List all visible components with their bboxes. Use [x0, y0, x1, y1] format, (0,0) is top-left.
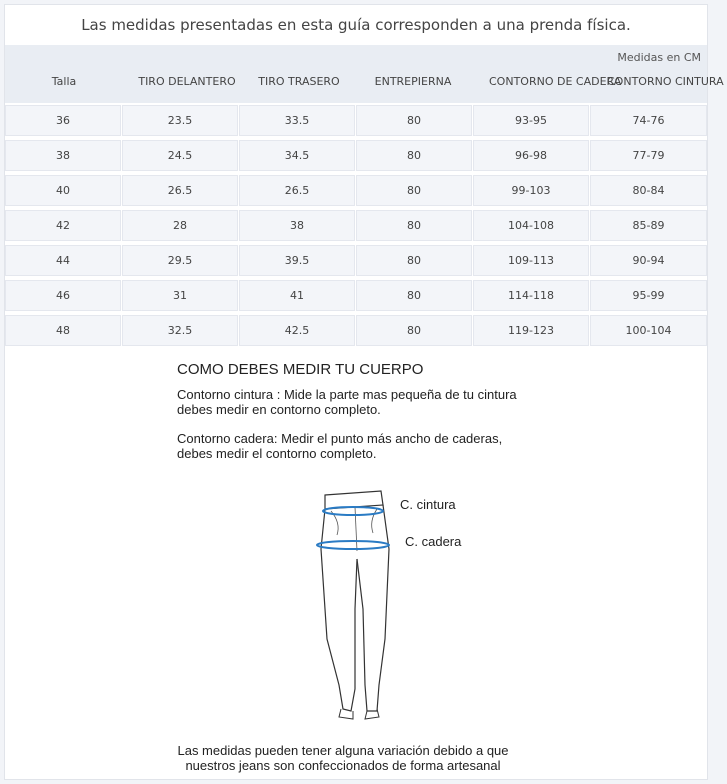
header-talla: Talla	[51, 75, 77, 88]
footer-line1: Las medidas pueden tener alguna variación debido a que	[177, 743, 509, 758]
waist-instructions	[177, 387, 557, 417]
cell-entrepierna: 80	[356, 175, 472, 206]
footer-line2: nuestros jeans son confeccionados de forma artesanal	[185, 758, 501, 773]
hip-instructions	[177, 431, 557, 461]
waist-instructions-line1: Contorno cintura : Mide la parte mas pequeña de tu cintura	[177, 387, 517, 402]
units-label: Medidas en CM	[617, 51, 701, 64]
cell-talla: 38	[5, 140, 121, 171]
cell-contorno-cadera: 104-108	[473, 210, 589, 241]
cell-contorno-cintura: 77-79	[590, 140, 707, 171]
physical-garment-notice: Las medidas presentadas en esta guía corresponden a una prenda física.	[5, 5, 707, 45]
cell-entrepierna: 80	[356, 280, 472, 311]
cell-talla: 36	[5, 105, 121, 136]
table-row	[5, 243, 707, 278]
waist-label: C. cintura	[400, 497, 456, 512]
cell-contorno-cintura: 95-99	[590, 280, 707, 311]
hip-measure-line	[317, 541, 389, 549]
cell-tiro-delantero: 28	[122, 210, 238, 241]
cell-tiro-delantero: 31	[122, 280, 238, 311]
table-row	[5, 173, 707, 208]
cell-contorno-cintura: 100-104	[590, 315, 707, 346]
measure-guide-title: COMO DEBES MEDIR TU CUERPO	[177, 361, 424, 378]
cell-tiro-trasero: 42.5	[239, 315, 355, 346]
cell-contorno-cintura: 80-84	[590, 175, 707, 206]
table-row	[5, 313, 707, 348]
table-row	[5, 208, 707, 243]
cell-tiro-trasero: 39.5	[239, 245, 355, 276]
table-row	[5, 103, 707, 138]
cell-tiro-trasero: 26.5	[239, 175, 355, 206]
header-contorno-cintura: CONTORNO CINTURA	[607, 75, 724, 88]
cell-tiro-trasero: 41	[239, 280, 355, 311]
footer-note	[155, 743, 531, 773]
cell-contorno-cintura: 74-76	[590, 105, 707, 136]
cell-talla: 42	[5, 210, 121, 241]
cell-tiro-delantero: 29.5	[122, 245, 238, 276]
cell-tiro-delantero: 24.5	[122, 140, 238, 171]
cell-talla: 44	[5, 245, 121, 276]
cell-contorno-cadera: 93-95	[473, 105, 589, 136]
cell-contorno-cadera: 114-118	[473, 280, 589, 311]
cell-entrepierna: 80	[356, 140, 472, 171]
cell-entrepierna: 80	[356, 245, 472, 276]
cell-talla: 48	[5, 315, 121, 346]
jeans-illustration	[311, 489, 401, 721]
table-row	[5, 138, 707, 173]
cell-contorno-cadera: 96-98	[473, 140, 589, 171]
cell-entrepierna: 80	[356, 210, 472, 241]
table-header	[5, 45, 724, 103]
cell-contorno-cadera: 119-123	[473, 315, 589, 346]
cell-tiro-delantero: 26.5	[122, 175, 238, 206]
hip-instructions-line1: Contorno cadera: Medir el punto más ancho de caderas,	[177, 431, 503, 446]
cell-talla: 46	[5, 280, 121, 311]
hip-label: C. cadera	[405, 534, 462, 549]
header-entrepierna: ENTREPIERNA	[374, 75, 452, 88]
header-tiro-delantero: TIRO DELANTERO	[138, 75, 236, 88]
cell-entrepierna: 80	[356, 315, 472, 346]
cell-contorno-cadera: 99-103	[473, 175, 589, 206]
cell-tiro-trasero: 38	[239, 210, 355, 241]
cell-contorno-cintura: 90-94	[590, 245, 707, 276]
size-table-body	[5, 103, 707, 348]
cell-entrepierna: 80	[356, 105, 472, 136]
waist-instructions-line2: debes medir en contorno completo.	[177, 402, 381, 417]
cell-talla: 40	[5, 175, 121, 206]
size-guide-panel	[4, 4, 724, 780]
cell-contorno-cadera: 109-113	[473, 245, 589, 276]
cell-tiro-trasero: 34.5	[239, 140, 355, 171]
cell-tiro-delantero: 32.5	[122, 315, 238, 346]
cell-tiro-trasero: 33.5	[239, 105, 355, 136]
cell-contorno-cintura: 85-89	[590, 210, 707, 241]
hip-instructions-line2: debes medir el contorno completo.	[177, 446, 377, 461]
cell-tiro-delantero: 23.5	[122, 105, 238, 136]
header-contorno-cadera: CONTORNO DE CADERA	[489, 75, 622, 88]
waist-measure-line	[323, 507, 383, 515]
table-row	[5, 278, 707, 313]
header-tiro-trasero: TIRO TRASERO	[258, 75, 340, 88]
